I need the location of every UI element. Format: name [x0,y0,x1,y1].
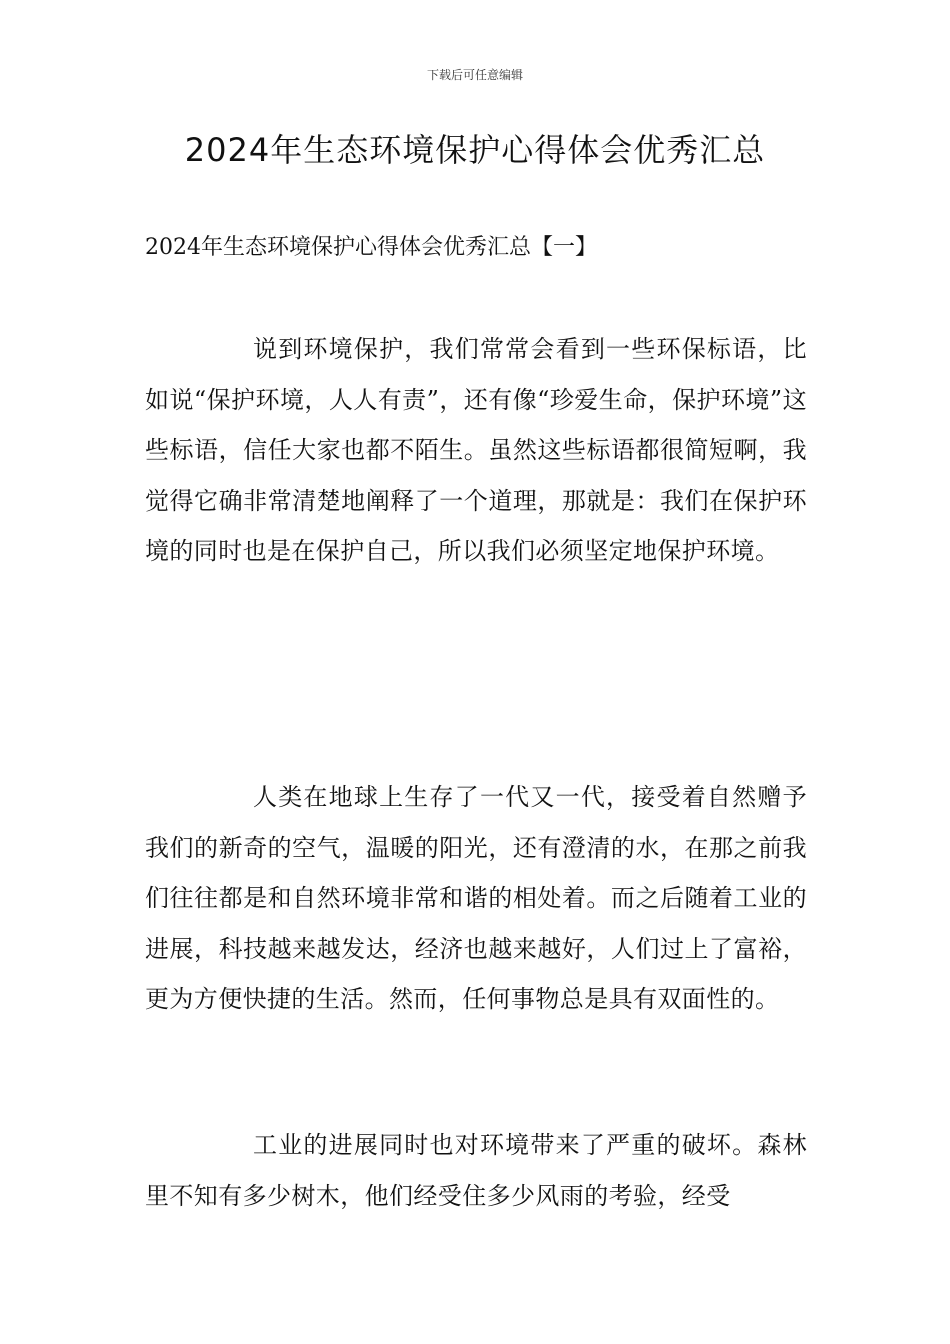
body-paragraph-2: 人类在地球上生存了一代又一代，接受着自然赠予我们的新奇的空气，温暖的阳光，还有澄清的水，在那之前我们往往都是和自然环境非常和谐的相处着。而之后随着工业的进展，科技越来越发达，经济也越来越好，人们过上了富裕，更为方便快捷的生活。然而，任何事物总是具有双面性的。 [145,783,807,1013]
body-paragraph-3: 工业的进展同时也对环境带来了严重的破坏。森林里不知有多少树木，他们经受住多少风雨的考验，经受 [145,1131,807,1210]
download-note: 下载后可任意编辑 [426,68,523,82]
body-paragraph-1: 说到环境保护，我们常常会看到一些环保标语，比如说“保护环境，人人有责”，还有像“珍爱生命，保护环境”这些标语，信任大家也都不陌生。虽然这些标语都很简短啊，我觉得它确非常清楚地阐释了一个道理，那就是：我们在保护环境的同时也是在保护自己，所以我们必须坚定地保护环境。 [145,335,807,565]
document-title: 2024年生态环境保护心得体会优秀汇总 [184,131,766,169]
section-heading: 2024年生态环境保护心得体会优秀汇总【一】 [145,235,597,260]
